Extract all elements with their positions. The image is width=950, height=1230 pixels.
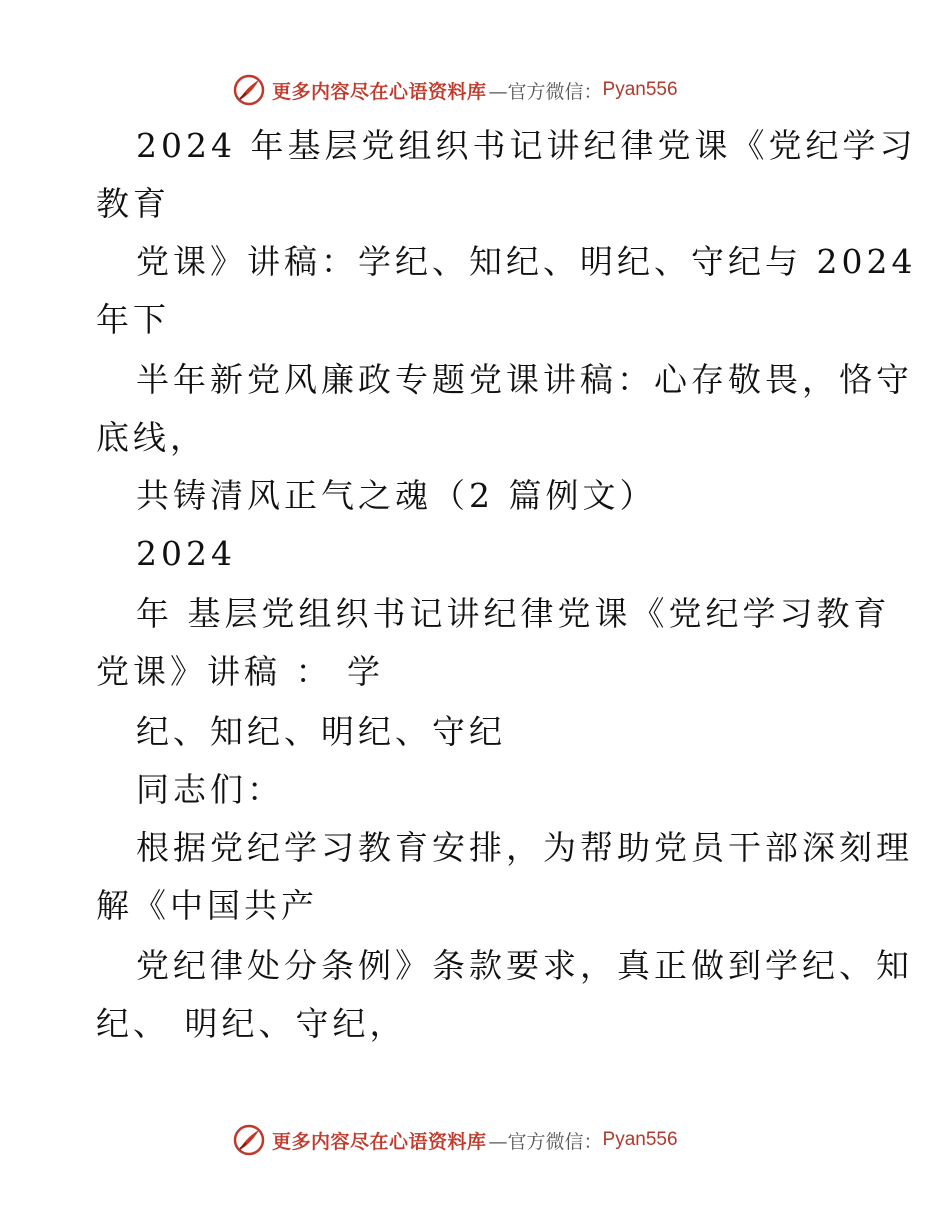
doc-line: 2024 (136, 534, 236, 573)
doc-line: 解《中国共产 (96, 886, 318, 925)
doc-line: 党纪律处分条例》条款要求，真正做到学纪、知 (136, 946, 913, 985)
doc-line: 2024 年基层党组织书记讲纪律党课《党纪学习 (136, 126, 917, 165)
footer-watermark (232, 1120, 678, 1160)
doc-line: 党课》讲稿 ： 学 (96, 652, 384, 691)
doc-line: 年 基层党组织书记讲纪律党课《党纪学习教育 (136, 594, 891, 633)
watermark-id-text: Pyan556 (602, 79, 678, 100)
doc-line: 纪、知纪、明纪、守纪 (136, 712, 506, 751)
header-watermark (232, 70, 678, 110)
watermark-sub-text: —官方微信： (488, 1130, 603, 1153)
doc-line: 共铸清风正气之魂（2 篇例文） (136, 476, 657, 515)
watermark-sub-text: —官方微信： (488, 80, 603, 103)
doc-line: 同志们： (136, 770, 284, 809)
watermark-main-text: 更多内容尽在心语资料库 (272, 1130, 487, 1153)
quill-circle-icon (232, 1123, 266, 1157)
watermark-main-text: 更多内容尽在心语资料库 (272, 80, 487, 103)
watermark-id-text: Pyan556 (602, 1129, 678, 1150)
doc-line: 纪、 明纪、守纪， (96, 1004, 407, 1043)
quill-circle-icon (232, 73, 266, 107)
doc-line: 年下 (96, 300, 170, 339)
doc-line: 底线， (96, 418, 207, 457)
doc-line: 党课》讲稿：学纪、知纪、明纪、守纪与 2024 (136, 242, 917, 281)
doc-line: 半年新党风廉政专题党课讲稿：心存敬畏，恪守 (136, 360, 913, 399)
doc-line: 根据党纪学习教育安排，为帮助党员干部深刻理 (136, 828, 913, 867)
doc-line: 教育 (96, 184, 170, 223)
